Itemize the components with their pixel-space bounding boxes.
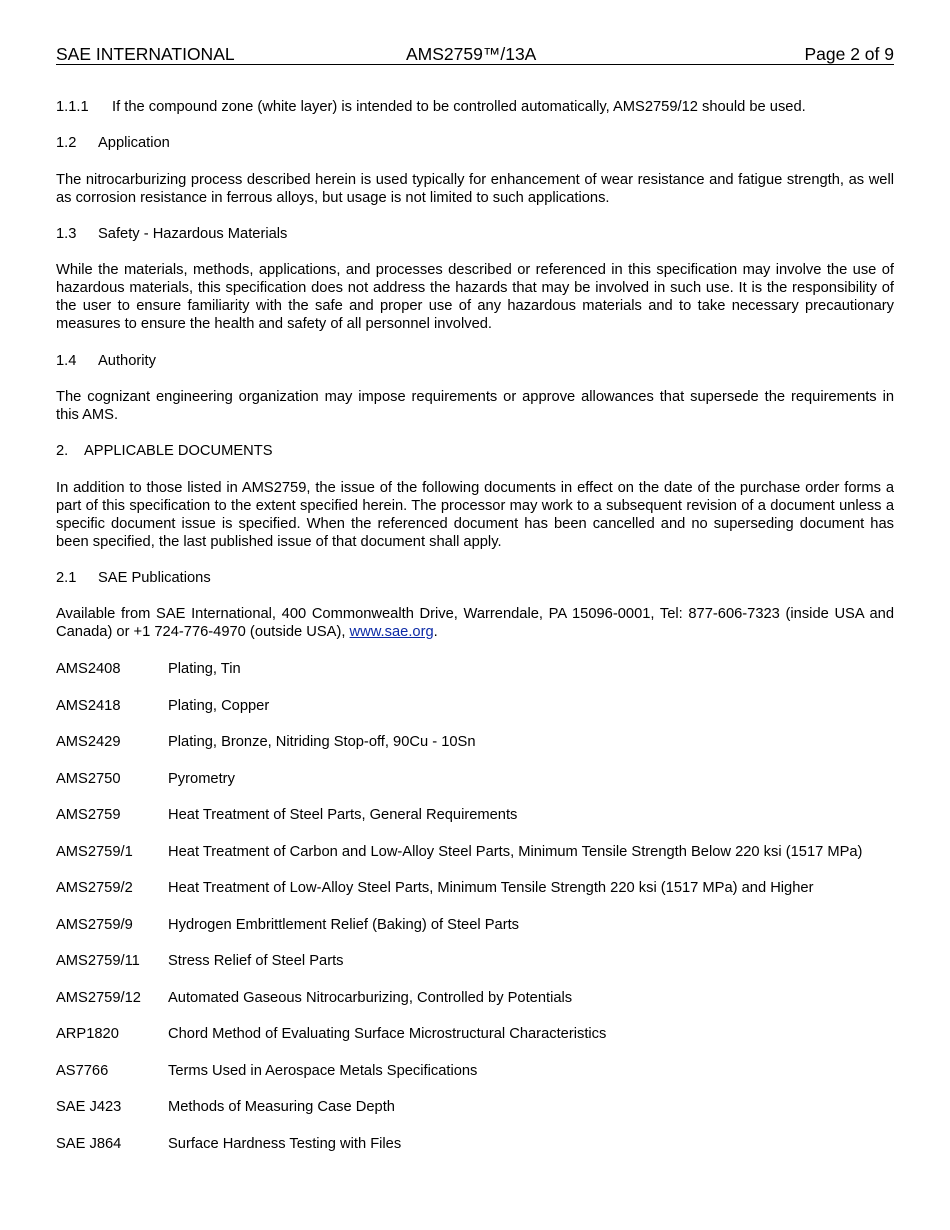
reference-code: AMS2429 <box>56 734 121 750</box>
section-number: 2. <box>56 443 69 459</box>
reference-code: AMS2759/12 <box>56 989 141 1006</box>
reference-title: Pyrometry <box>168 770 235 787</box>
page-header <box>56 44 894 65</box>
section-title: SAE Publications <box>98 570 211 586</box>
section-heading-sae-publications <box>56 569 894 587</box>
sentence-end: . <box>433 624 438 640</box>
section-heading-application <box>56 134 894 152</box>
section-heading-safety <box>56 225 894 243</box>
section-heading-applicable-documents <box>56 442 894 460</box>
reference-code: ARP1820 <box>56 1026 119 1042</box>
section-title: Application <box>98 135 170 151</box>
reference-code: AMS2408 <box>56 661 121 677</box>
reference-title: Heat Treatment of Low-Alloy Steel Parts, Minimum Tensile Strength 220 ksi (1517 MPa) and Higher <box>168 880 814 896</box>
reference-title: Automated Gaseous Nitrocarburizing, Controlled by Potentials <box>168 989 573 1006</box>
reference-code: SAE J423 <box>56 1099 122 1115</box>
section-title: Authority <box>98 353 156 369</box>
section-title: APPLICABLE DOCUMENTS <box>84 443 273 459</box>
section-text: If the compound zone (white layer) is intended to be controlled automatically, AMS2759/12 should be used. <box>112 99 806 115</box>
reference-title: Methods of Measuring Case Depth <box>168 1099 395 1115</box>
reference-code: SAE J864 <box>56 1135 122 1152</box>
section-number: 1.1.1 <box>56 99 89 115</box>
reference-title: Plating, Tin <box>168 661 241 677</box>
section-number: 1.3 <box>56 226 77 242</box>
reference-code: AMS2759/11 <box>56 953 140 969</box>
section-number: 1.4 <box>56 353 77 369</box>
section-number: 1.2 <box>56 135 77 151</box>
sae-website-link[interactable]: www.sae.org <box>349 624 434 640</box>
reference-code: AMS2759/1 <box>56 843 133 860</box>
reference-title: Chord Method of Evaluating Surface Microstructural Characteristics <box>168 1026 607 1042</box>
section-1-1-1 <box>56 98 894 116</box>
paragraph-sae-publications <box>56 605 894 641</box>
paragraph-application: The nitrocarburizing process described herein is used typically for enhancement of wear resistance and fatigue strength, as well as corrosion resistance in ferrous alloys, but usage is not limited to such applications. <box>56 172 894 206</box>
reference-title: Plating, Copper <box>168 697 270 714</box>
header-page-number: Page 2 of 9 <box>804 44 894 64</box>
reference-code: AMS2759/9 <box>56 916 133 933</box>
reference-title: Stress Relief of Steel Parts <box>168 953 344 969</box>
reference-title: Hydrogen Embrittlement Relief (Baking) of Steel Parts <box>168 916 520 933</box>
paragraph-safety: While the materials, methods, applications, and processes described or referenced in this specification may involve the use of hazardous materials, this specification does not address the hazards that may be involved in such use. It is the responsibility of the user to ensure familiarity with the safe and proper use of any hazardous materials and to take necessary precautionary measures to ensure the health and safety of all personnel involved. <box>56 262 894 332</box>
reference-code: AMS2750 <box>56 770 121 787</box>
paragraph-applicable-documents: In addition to those listed in AMS2759, the issue of the following documents in effect on the date of the purchase order forms a part of this specification to the extent specified herein. The processor may work to a subsequent revision of a document unless a specific document issue is specified. When the referenced document has been cancelled and no superseding document has been specified, the last published issue of that document shall apply. <box>56 480 894 550</box>
reference-title: Heat Treatment of Carbon and Low-Alloy Steel Parts, Minimum Tensile Strength Below 220 ksi (1517 MPa) <box>168 843 863 860</box>
reference-code: AMS2759/2 <box>56 880 133 896</box>
reference-title: Heat Treatment of Steel Parts, General Requirements <box>168 807 518 823</box>
reference-title: Terms Used in Aerospace Metals Specifications <box>168 1062 478 1079</box>
section-title: Safety - Hazardous Materials <box>98 226 288 242</box>
reference-title: Plating, Bronze, Nitriding Stop-off, 90Cu - 10Sn <box>168 734 476 750</box>
reference-code: AMS2418 <box>56 697 121 714</box>
paragraph-authority: The cognizant engineering organization may impose requirements or approve allowances that supersede the requirements in this AMS. <box>56 389 894 423</box>
reference-code: AS7766 <box>56 1062 109 1079</box>
header-org: SAE INTERNATIONAL <box>56 44 235 64</box>
sae-address-text: Available from SAE International, 400 Commonwealth Drive, Warrendale, PA 15096-0001, Tel: 877-606-7323 (inside USA and Canada) or +1 724-776-4970 (outside USA), <box>56 606 894 640</box>
section-heading-authority <box>56 352 894 370</box>
header-doc-number: AMS2759™/13A <box>406 44 537 64</box>
section-number: 2.1 <box>56 570 77 586</box>
reference-code: AMS2759 <box>56 807 121 823</box>
reference-title: Surface Hardness Testing with Files <box>168 1135 402 1152</box>
